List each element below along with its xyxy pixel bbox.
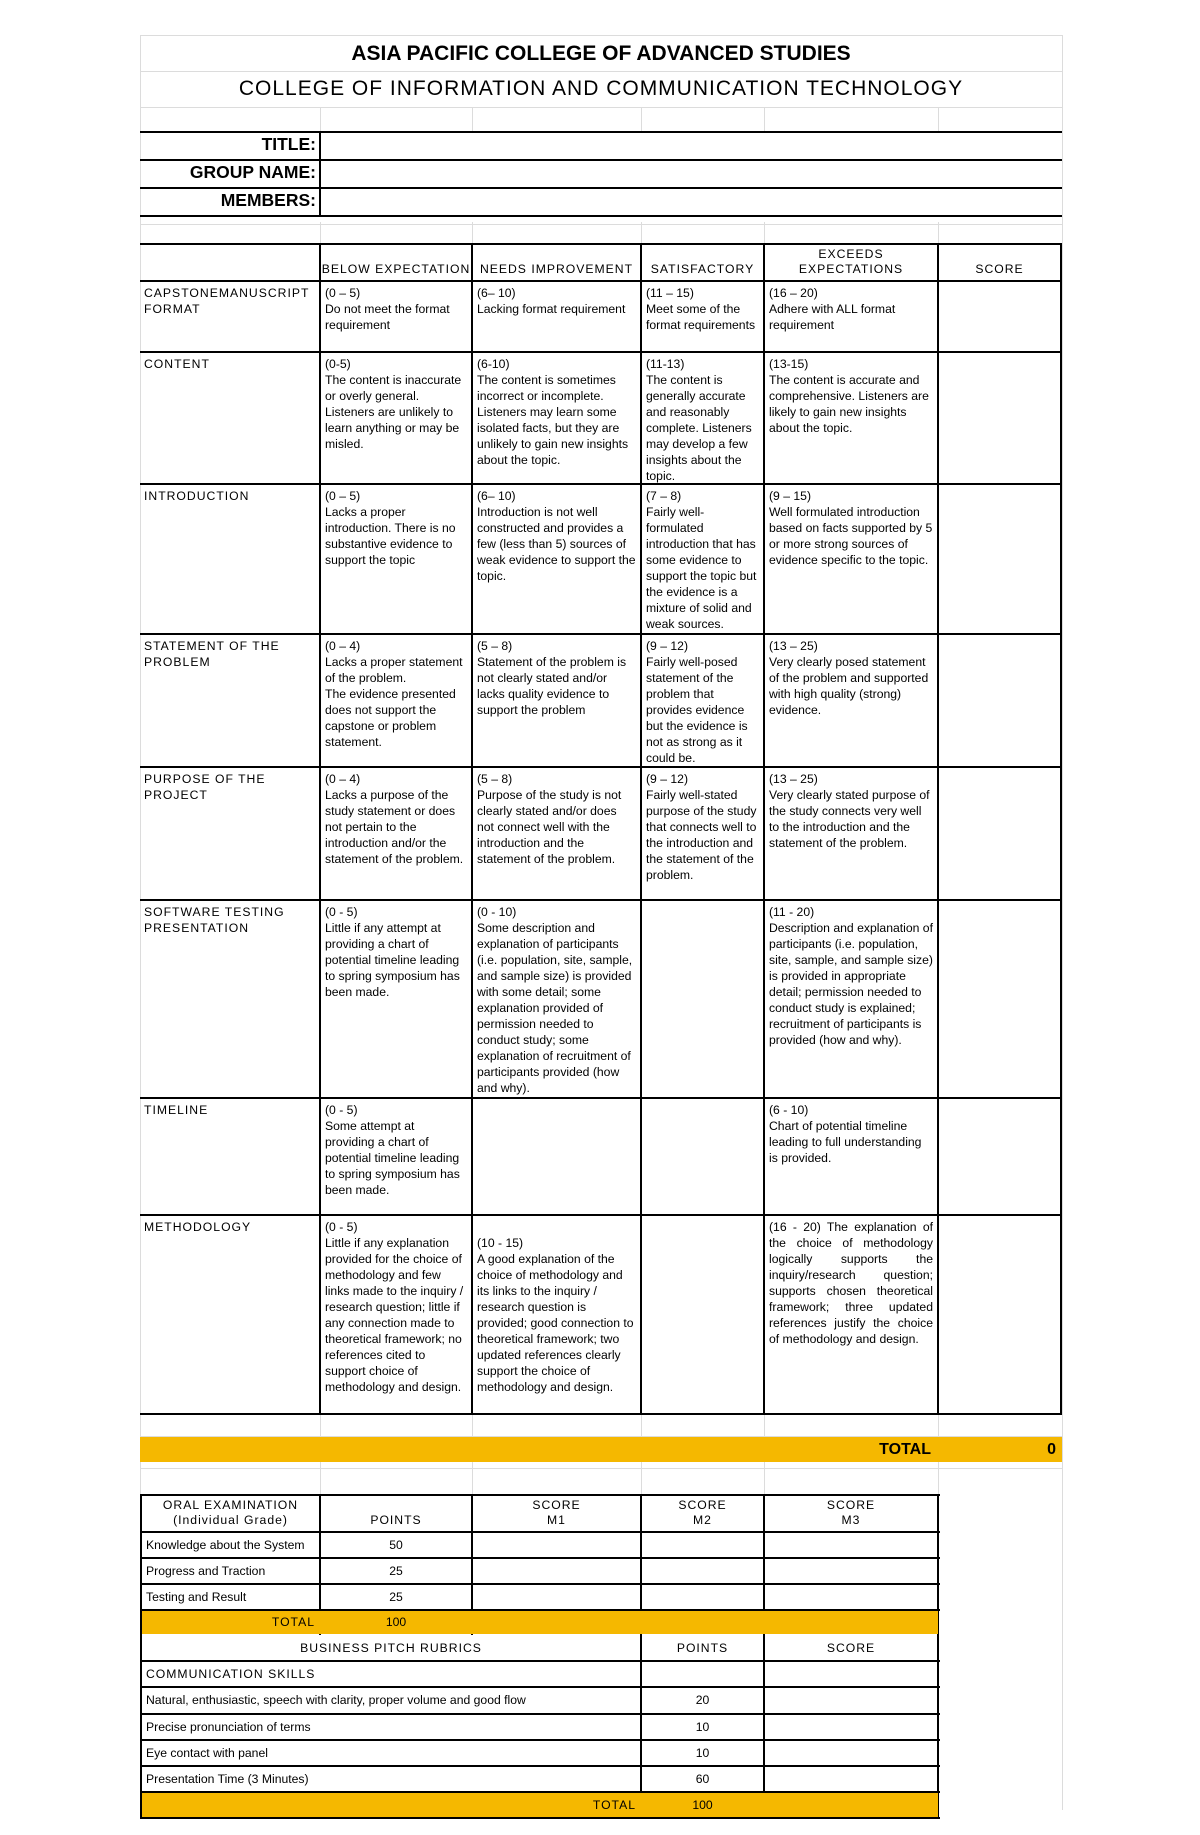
oral-exam-header: ORAL EXAMINATION (Individual Grade) — [162, 1498, 299, 1527]
pitch-points: 60 — [695, 1772, 710, 1786]
oral-points: 25 — [389, 1590, 403, 1604]
rubric-cell: (6 - 10) Chart of potential timeline leading to full understanding is provided. — [769, 1103, 922, 1165]
rubric-cell: (5 – 8) Statement of the problem is not clearly stated and/or lacks quality evidence to support the problem — [477, 639, 627, 717]
criterion-software-testing: SOFTWARE TESTING PRESENTATION — [144, 905, 285, 935]
gridline — [140, 224, 1062, 225]
communication-skills-label: COMMUNICATION SKILLS — [146, 1667, 316, 1681]
pitch-item: Presentation Time (3 Minutes) — [146, 1772, 309, 1786]
criterion-content: CONTENT — [144, 357, 210, 371]
gridline — [764, 222, 765, 244]
rubric-cell: (0 – 5) Do not meet the format requirement — [325, 286, 450, 332]
total-label: TOTAL — [879, 1441, 931, 1458]
rubric-cell — [642, 1216, 763, 1413]
score-input[interactable] — [939, 353, 1060, 483]
pitch-item: Natural, enthusiastic, speech with clarity, proper volume and good flow — [146, 1693, 526, 1707]
rubric-cell: (16 – 20) Adhere with ALL format requirement — [769, 286, 896, 332]
rubric-cell: (6– 10) Introduction is not well constructed and provides a few (less than 5) sources of weak evidence to support the topic. — [477, 489, 636, 583]
title-label: TITLE: — [261, 134, 316, 154]
criterion-methodology: METHODOLOGY — [144, 1220, 252, 1234]
rubric-cell: (13-15) The content is accurate and comprehensive. Listeners are likely to gain new insights about the topic. — [769, 357, 929, 435]
rubric-cell — [473, 1099, 640, 1214]
title-field[interactable] — [322, 134, 1060, 158]
college-name: COLLEGE OF INFORMATION AND COMMUNICATION TECHNOLOGY — [238, 77, 964, 100]
rubric-cell — [642, 1099, 763, 1214]
school-name: ASIA PACIFIC COLLEGE OF ADVANCED STUDIES — [351, 42, 851, 65]
gridline — [641, 222, 642, 244]
rubric-cell: (7 – 8) Fairly well-formulated introduction that has some evidence to support the topic but the evidence is a mixture of solid and weak sources. — [646, 489, 757, 631]
col-exceeds-expectations: EXCEEDS EXPECTATIONS — [798, 247, 904, 276]
members-field[interactable] — [322, 190, 1060, 214]
gridline — [140, 71, 1062, 72]
col-needs-improvement: NEEDS IMPROVEMENT — [479, 262, 634, 276]
pitch-points: 20 — [695, 1693, 710, 1707]
rubric-cell: (6– 10) Lacking format requirement — [477, 286, 626, 316]
group-name-field[interactable] — [322, 162, 1060, 186]
pitch-total-label: TOTAL — [592, 1798, 636, 1812]
col-below-expectation: BELOW EXPECTATION — [321, 262, 471, 276]
rubric-cell: (13 – 25) Very clearly posed statement of the problem and supported with high quality (strong) evidence. — [769, 639, 929, 717]
rubric-cell: (9 – 15) Well formulated introduction based on facts supported by 5 or more strong sources of evidence specific to the topic. — [769, 489, 933, 567]
pitch-points: 10 — [695, 1746, 710, 1760]
gridline — [641, 107, 642, 132]
total-value: 0 — [1047, 1441, 1056, 1458]
members-label: MEMBERS: — [220, 190, 316, 210]
gridline — [938, 107, 939, 132]
score-m1-header: SCORE M1 — [532, 1498, 581, 1527]
criterion-timeline: TIMELINE — [144, 1103, 209, 1117]
pitch-total-points: 100 — [692, 1798, 713, 1812]
pitch-points: 10 — [695, 1720, 710, 1734]
criterion-introduction: INTRODUCTION — [144, 489, 250, 503]
gridline — [140, 1468, 1062, 1469]
oral-points: 50 — [389, 1538, 403, 1552]
pitch-points-header: POINTS — [676, 1641, 729, 1655]
oral-item: Testing and Result — [146, 1590, 247, 1604]
score-m2-header: SCORE M2 — [678, 1498, 727, 1527]
oral-item: Progress and Traction — [146, 1564, 266, 1578]
gridline — [1062, 35, 1063, 1810]
score-input[interactable] — [939, 282, 1060, 351]
score-input[interactable] — [939, 1099, 1060, 1214]
gridline — [472, 222, 473, 244]
rubric-cell: (0 - 5) Little if any explanation provided for the choice of methodology and few links made to the inquiry / research question; little if any connection made to theoretical framework; no references cited to support choice of methodology and design. — [325, 1220, 464, 1394]
gridline — [320, 222, 321, 244]
rubric-cell — [642, 901, 763, 1097]
pitch-score-header: SCORE — [826, 1641, 876, 1655]
rubric-cell: (0 – 5) Lacks a proper introduction. There is no substantive evidence to support the topic — [325, 489, 456, 567]
criterion-purpose-of-project: PURPOSE OF THE PROJECT — [144, 772, 266, 802]
gridline — [140, 107, 1062, 108]
gridline — [938, 222, 939, 244]
rubric-cell: (6-10) The content is sometimes incorrect or incomplete. Listeners may learn some isolated facts, but they are unlikely to gain new insights about the topic. — [477, 357, 629, 467]
gridline — [320, 107, 321, 132]
pitch-item: Precise pronunciation of terms — [146, 1720, 311, 1734]
criterion-statement-of-problem: STATEMENT OF THE PROBLEM — [144, 639, 280, 669]
rubric-cell: (10 - 15) A good explanation of the choice of methodology and its links to the inquiry / research question is provided; good connection to theoretical framework; two updated references clearly support the choice of methodology and design. — [477, 1236, 634, 1394]
rubric-cell: (0-5) The content is inaccurate or overly general. Listeners are unlikely to learn anything or may be misled. — [325, 357, 462, 451]
col-satisfactory: SATISFACTORY — [650, 262, 755, 276]
gridline — [140, 35, 1062, 36]
score-input[interactable] — [939, 635, 1060, 766]
score-input[interactable] — [939, 1216, 1060, 1413]
rubric-cell: (0 – 4) Lacks a proper statement of the problem. The evidence presented does not support the capstone or problem statement. — [325, 639, 463, 749]
oral-total-points: 100 — [385, 1615, 407, 1629]
rubric-cell: (5 – 8) Purpose of the study is not clearly stated and/or does not connect well with the introduction and the statement of the problem. — [477, 772, 622, 866]
col-score: SCORE — [975, 262, 1024, 276]
criterion-manuscript-format: CAPSTONEMANUSCRIPT FORMAT — [144, 286, 310, 316]
score-input[interactable] — [939, 768, 1060, 899]
score-input[interactable] — [939, 901, 1060, 1097]
group-name-label: GROUP NAME: — [189, 162, 316, 182]
score-m3-header: SCORE M3 — [826, 1498, 876, 1527]
score-input[interactable] — [939, 485, 1060, 633]
rubric-cell: (16 - 20) The explanation of the choice of methodology logically supports the inquiry/research question; supports chosen theoretical framework; three updated references justify the choice of methodology and design. — [769, 1220, 933, 1346]
oral-item: Knowledge about the System — [146, 1538, 305, 1552]
pitch-item: Eye contact with panel — [146, 1746, 268, 1760]
oral-points: 25 — [389, 1564, 403, 1578]
rubric-cell: (0 - 5) Some attempt at providing a chart of potential timeline leading to spring symposium has been made. — [325, 1103, 460, 1197]
rubric-cell: (11 – 15) Meet some of the format requirements — [646, 286, 756, 332]
business-pitch-header: BUSINESS PITCH RUBRICS — [300, 1641, 482, 1655]
gridline — [764, 107, 765, 132]
rubric-cell: (0 – 4) Lacks a purpose of the study statement or does not pertain to the introduction and/or the statement of the problem. — [325, 772, 464, 866]
rubric-cell: (11 - 20) Description and explanation of participants (i.e. population, site, sample, and sample size) is provided in appropriate detail; permission needed to conduct study is explained; recruitment of participants is provided (how and why). — [769, 905, 933, 1047]
rubric-cell: (11-13) The content is generally accurate and reasonably complete. Listeners may develop a few insights about the topic. — [646, 357, 752, 483]
rubric-cell: (9 – 12) Fairly well-posed statement of the problem that provides evidence but the evidence is not as strong as it could be. — [646, 639, 748, 765]
oral-points-header: POINTS — [370, 1513, 422, 1527]
oral-total-label: TOTAL — [271, 1615, 315, 1629]
rubric-cell: (9 – 12) Fairly well-stated purpose of the study that connects well to the introduction and the statement of the problem. — [646, 772, 757, 882]
gridline — [472, 107, 473, 132]
rubric-cell: (0 - 10) Some description and explanation of participants (i.e. population, site, sample, and sample size) is provided with some detail; some explanation provided of permission needed to conduct study; some explanation of recruitment of participants provided (how and why). — [477, 905, 633, 1095]
rubric-cell: (0 - 5) Little if any attempt at providing a chart of potential timeline leading to spring symposium has been made. — [325, 905, 460, 999]
rubric-cell: (13 – 25) Very clearly stated purpose of the study connects very well to the introduction and the statement of the problem. — [769, 772, 930, 850]
